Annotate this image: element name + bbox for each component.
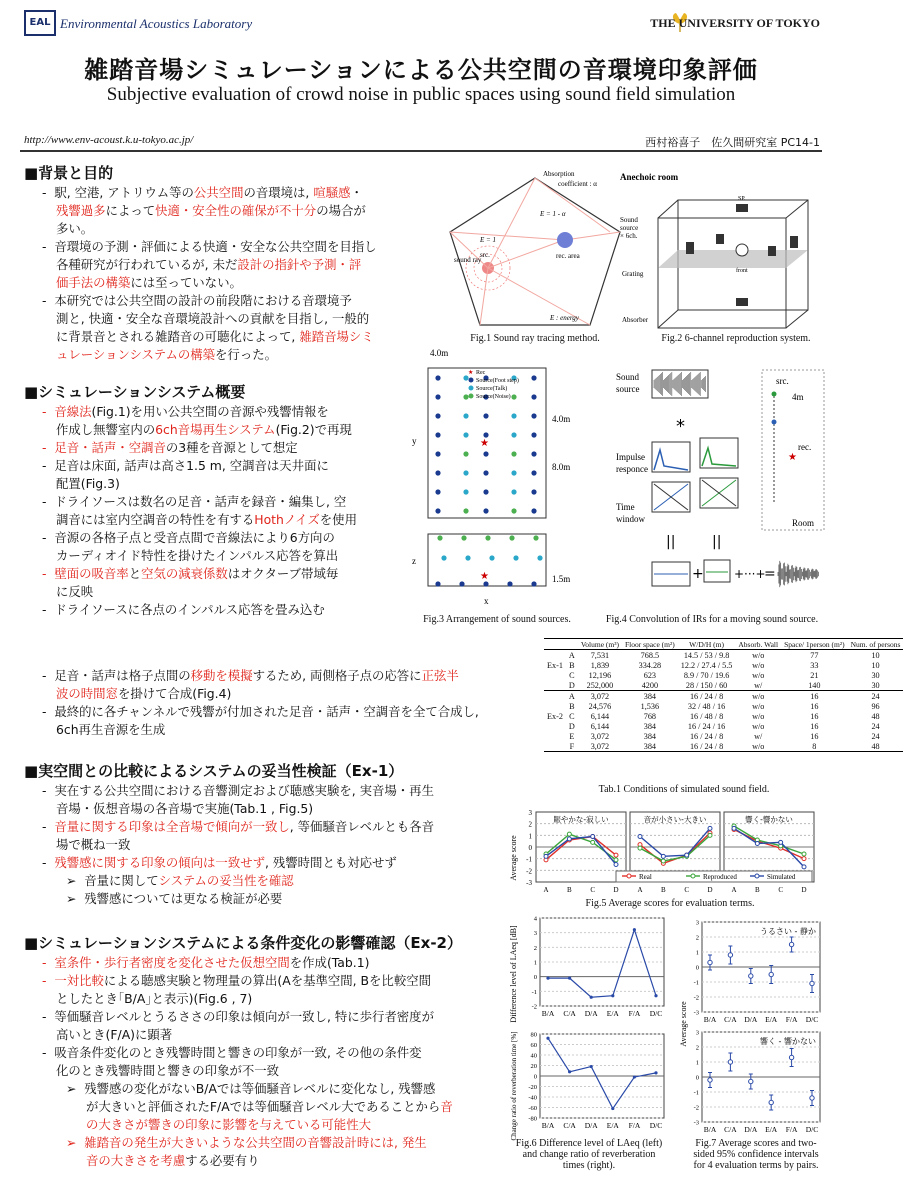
fig2-sp-label: SP.: [738, 196, 746, 202]
fig3-source-dot: [435, 375, 440, 380]
fig7-confidence-interval-charts: [676, 914, 826, 1134]
fig7-xtick: F/A: [785, 1015, 798, 1024]
fig6-data-point: [546, 1037, 549, 1040]
fig7-ytick: -1: [693, 1089, 699, 1097]
author-info: 西村裕喜子 佐久間研究室 PC14-1: [645, 136, 820, 149]
fig3-source-dot: [511, 432, 516, 437]
fig3-source-dot: [435, 413, 440, 418]
fig6-xtick: C/A: [563, 1009, 576, 1018]
fig3-legend-rec: Rec: [476, 370, 486, 376]
fig7-ytick: 1: [695, 1059, 699, 1067]
lab-url[interactable]: http://www.env-acoust.k.u-tokyo.ac.jp/: [24, 134, 194, 146]
fig3-source-dot: [483, 451, 488, 456]
fig3-rec-marker: ★: [480, 571, 489, 582]
fig6-xtick: D/C: [649, 1121, 663, 1130]
fig5-xtick: A: [637, 886, 643, 894]
fig3-source-dot: [533, 535, 538, 540]
fig6-xtick: D/A: [584, 1009, 598, 1018]
table-row: F 3,072 384 16 / 24 / 8 w/o 8 48: [544, 741, 903, 752]
fig7-caption: Fig.7 Average scores and two- sided 95% confidence intervals for 4 evaluation terms by pairs.: [693, 1138, 819, 1171]
fig3-dim-top: 4.0m: [430, 348, 449, 358]
fig3-source-dot: [483, 489, 488, 494]
fig5-xtick: A: [731, 886, 737, 894]
fig5-data-point: [544, 854, 548, 858]
fig7-ytick: 3: [695, 919, 699, 927]
fig7-xtick: B/A: [703, 1015, 717, 1024]
fig3-dim-z: 1.5m: [552, 574, 571, 584]
fig2-grating-label: Grating: [622, 270, 644, 278]
fig5-xtick: B: [566, 886, 572, 894]
fig5-data-point: [638, 846, 642, 850]
fig5-data-point: [591, 840, 595, 844]
fig6-xtick: B/A: [541, 1121, 555, 1130]
fig3-source-dot: [463, 489, 468, 494]
fig1-src-label: src.: [480, 251, 490, 259]
section-simulation-body: - 音線法(Fig.1)を用い公共空間の音源や残響情報を 作成し無響室内の6ch音場再生システム(Fig.2)で再現 - 足音・話声・空調音の3種を音源として想定 - 足音は床面, 話声は高さ1.5 m, 空調音は天井面に 配置(Fig.3) - ドライソースは数名の足音・話声を録音・編集し, 空 調音には室内空調音の特性を有するHothノイズを使用 - 音源の各格子点と受音点間で音線法により6方向の カーディオイド特性を掛けたインパルス応答を算出 - 壁面の吸音率と空気の減衰係数はオクターブ帯域毎 に反映 - ドライソースに各点のインパルス応答を畳み込む: [42, 404, 357, 617]
fig7-data-point: [728, 1060, 732, 1064]
fig7-data-point: [708, 1078, 712, 1082]
fig3-source-dot: [435, 432, 440, 437]
fig5-ylabel: Average score: [509, 835, 518, 881]
svg-text:+···+: +···+: [734, 567, 766, 581]
fig6-data-point: [633, 1075, 636, 1078]
fig3-source-dot: [465, 555, 470, 560]
fig6-xtick: E/A: [606, 1121, 619, 1130]
fig3-source-dot: [511, 413, 516, 418]
fig3-source-dot: [531, 470, 536, 475]
fig6-data-point: [546, 977, 549, 980]
fig5-xtick: B: [660, 886, 666, 894]
fig5-data-point: [755, 842, 759, 846]
fig6-ytick: 20: [530, 1063, 537, 1070]
fig6-xtick: B/A: [541, 1009, 555, 1018]
fig5-xtick: D: [707, 886, 713, 894]
fig7-data-point: [810, 981, 814, 985]
fig3-source-dot: [531, 581, 536, 586]
fig3-source-dot: [507, 581, 512, 586]
fig3-source-dot: [437, 535, 442, 540]
fig6-ylabel-top: Difference level of LAeq [dB]: [509, 925, 518, 1023]
fig2-reproduction-system-diagram: [618, 170, 824, 330]
fig3-caption: Fig.3 Arrangement of sound sources.: [423, 614, 571, 625]
lab-name: Environmental Acoustics Laboratory: [60, 16, 253, 31]
section-background-body: - 駅, 空港, アトリウム等の公共空間の音環境は, 喧騒感・ 残響過多によって快適・安全性の確保が不十分の場合が 多い。 - 音環境の予測・評価による快適・安全な公共空間を目指し 各種研究が行われているが, 未だ設計の指針や予測・評 価手法の構築には至っていない。 - 本研究では公共空間の設計の前段階における音環境予 測と, 快適・安全な音環境設計への貢献を目指し, 一般的 に背景音とされる雑踏音の可聴化によって, 雑踏音場シミ ュレーションシステムの構築を行った。: [42, 185, 377, 362]
fig6-data-point: [590, 996, 593, 999]
table-row: C 12,196 623 8.9 / 70 / 19.6 w/o 21 30: [569, 670, 880, 680]
fig5-data-point: [591, 835, 595, 839]
university-name: THE UNIVERSITY OF TOKYO: [650, 16, 820, 30]
fig6-series-line: [548, 930, 656, 997]
fig3-source-dot: [435, 489, 440, 494]
fig5-data-point: [779, 840, 783, 844]
fig7-xtick: C/A: [724, 1015, 737, 1024]
fig6-ytick: 2: [533, 944, 537, 952]
section-condition-heading: ■シミュレーションシステムによる条件変化の影響確認（Ex-2）: [24, 934, 462, 952]
fig3-y-axis: y: [412, 436, 417, 446]
fig6-data-point: [654, 994, 657, 997]
fig1-absorption-label: Absorption: [543, 170, 575, 178]
fig7-xtick: D/C: [805, 1015, 819, 1024]
fig7-ytick: 3: [695, 1029, 699, 1037]
fig7-xtick: F/A: [785, 1125, 798, 1134]
fig3-source-dot: [483, 508, 488, 513]
svg-text:||: ||: [712, 534, 722, 550]
fig3-source-dot: [463, 394, 468, 399]
fig3-source-dot: [511, 394, 516, 399]
table1-caption: Tab.1 Conditions of simulated sound field.: [598, 784, 770, 795]
fig4-src-label: src.: [776, 376, 789, 386]
fig2-title: Anechoic room: [620, 172, 679, 182]
fig5-data-point: [614, 863, 618, 867]
fig1-energy-legend: E : energy: [550, 314, 579, 322]
fig3-source-dot: [435, 451, 440, 456]
fig6-ytick: 0: [533, 974, 537, 982]
fig6-ytick: 60: [530, 1042, 537, 1049]
fig5-ytick: -2: [526, 867, 532, 876]
fig4-time-label: Time: [616, 502, 635, 512]
fig7-panel-title: 響く - 響かない: [760, 1037, 816, 1046]
fig6-data-point: [590, 1065, 593, 1068]
fig5-panel-title: 音が小さい-大きい: [643, 815, 707, 824]
fig5-panel-title: 賑やかな-寂しい: [553, 815, 609, 824]
fig7-xtick: E/A: [765, 1015, 778, 1024]
fig6-ylabel-bottom: Change ratio of reverberation time [%]: [510, 1031, 518, 1141]
fig5-data-point: [802, 852, 806, 856]
fig6-series-line: [548, 1038, 656, 1108]
fig4-convolution-diagram: [612, 362, 828, 612]
table-row: A 3,072 384 16 / 24 / 8 w/o 16 24: [544, 691, 903, 702]
fig7-ylabel: Average score: [679, 1001, 688, 1047]
fig3-rec-marker: ★: [480, 438, 489, 449]
fig3-dim-r2: 8.0m: [552, 462, 571, 472]
fig5-panel-title: 響く-響かない: [745, 815, 793, 824]
svg-text:=: =: [764, 566, 776, 582]
fig3-source-dot: [489, 555, 494, 560]
fig3-source-dot: [483, 432, 488, 437]
fig2-sound-label: Sound: [620, 216, 638, 224]
fig3-source-dot: [531, 432, 536, 437]
svg-text:*: *: [676, 416, 685, 437]
fig3-dim-r1: 4.0m: [552, 414, 571, 424]
fig5-legend-marker: [691, 874, 695, 878]
fig4-distance-label: 4m: [792, 392, 804, 402]
fig7-xtick: D/A: [744, 1125, 758, 1134]
fig5-xtick: D: [613, 886, 619, 894]
fig5-xtick: B: [754, 886, 760, 894]
fig5-data-point: [685, 853, 689, 857]
fig3-legend-talk: Source(Talk): [476, 386, 508, 392]
section-simulation-heading: ■シミュレーションシステム概要: [24, 383, 246, 401]
fig5-data-point: [567, 832, 571, 836]
fig3-x-axis: x: [484, 596, 489, 606]
fig5-legend-marker: [755, 874, 759, 878]
fig7-ytick: 1: [695, 949, 699, 957]
fig7-ytick: -3: [693, 1009, 699, 1017]
table-row: D 6,144 384 16 / 24 / 16 w/o 16 24: [568, 721, 880, 731]
fig4-window-label: window: [616, 514, 645, 524]
fig7-panel-title: うるさい - 静か: [760, 927, 816, 936]
fig7-ytick: -3: [693, 1119, 699, 1127]
header-rule: [20, 150, 822, 152]
fig5-average-scores-chart: [506, 808, 826, 898]
title-english: Subjective evaluation of crowd noise in public spaces using sound field simulation: [106, 84, 736, 105]
fig3-z-axis: z: [412, 556, 416, 566]
fig6-xtick: C/A: [563, 1121, 576, 1130]
fig6-xtick: F/A: [628, 1121, 641, 1130]
fig3-source-dot: [531, 375, 536, 380]
fig3-source-dot: [511, 451, 516, 456]
fig5-data-point: [638, 835, 642, 839]
fig6-difference-level-charts: [504, 914, 674, 1141]
fig7-data-point: [749, 1079, 753, 1083]
fig5-data-point: [661, 854, 665, 858]
fig6-ytick: -80: [528, 1115, 537, 1123]
fig7-data-point: [789, 1055, 793, 1059]
fig6-ytick: -40: [528, 1094, 537, 1102]
fig5-ytick: 0: [528, 844, 532, 852]
fig3-source-dot: [531, 508, 536, 513]
fig5-data-point: [614, 858, 618, 862]
fig6-ytick: -2: [531, 1003, 537, 1011]
fig5-series-line: [734, 826, 804, 854]
fig3-source-dot: [463, 375, 468, 380]
fig3-source-dot: [463, 451, 468, 456]
fig6-data-point: [633, 928, 636, 931]
table-header-row: Volume (m³) Floor space (m²) W/D/H (m) Absorb. Wall Space/ 1person (m²) Num. of persons: [544, 639, 903, 650]
fig1-ray-tracing-diagram: [440, 160, 630, 340]
fig3-source-dot: [461, 535, 466, 540]
fig5-ytick: 3: [528, 809, 532, 817]
fig6-data-point: [654, 1071, 657, 1074]
fig3-source-dot: [511, 508, 516, 513]
fig5-xtick: D: [801, 886, 807, 894]
fig3-source-dot: [531, 451, 536, 456]
fig3-source-arrangement: [404, 344, 590, 612]
fig3-source-dot: [513, 555, 518, 560]
fig3-source-dot: [531, 413, 536, 418]
fig5-legend-label: Real: [639, 873, 652, 881]
fig5-ytick: -1: [526, 855, 532, 864]
fig6-ytick: 80: [530, 1031, 537, 1039]
fig6-data-point: [568, 977, 571, 980]
fig3-source-dot: [463, 413, 468, 418]
section-simulation-body-continued: - 足音・話声は格子点間の移動を模擬するため, 両側格子点の応答に正弦半 波の時間窓を掛けて合成(Fig.4) - 最終的に各チャンネルで残響が付加された足音・話声・空調音を全て合成し, 6ch再生音源を生成: [42, 668, 479, 737]
fig5-ytick: 2: [528, 820, 532, 829]
fig1-energy-reflect: E = 1 - α: [540, 210, 566, 218]
fig6-ytick: -60: [528, 1105, 537, 1112]
fig5-data-point: [708, 826, 712, 830]
fig5-data-point: [661, 859, 665, 863]
fig5-ytick: -3: [526, 879, 532, 887]
fig5-legend-label: Simulated: [767, 873, 796, 881]
svg-text:+: +: [692, 566, 704, 582]
fig3-source-dot: [435, 470, 440, 475]
fig6-ytick: 4: [533, 915, 537, 923]
fig1-caption: Fig.1 Sound ray tracing method.: [470, 333, 600, 344]
fig1-energy-init: E = 1: [480, 236, 496, 244]
fig3-source-dot: [483, 413, 488, 418]
fig4-sound-label: Sound: [616, 372, 640, 382]
fig7-ytick: -1: [693, 979, 699, 987]
fig4-impulse-label: Impulse: [616, 452, 645, 462]
fig5-data-point: [614, 853, 618, 857]
fig3-source-dot: [509, 535, 514, 540]
fig1-sound-ray-label: sound ray: [454, 256, 482, 264]
fig7-data-point: [789, 942, 793, 946]
fig5-series-line: [640, 835, 710, 861]
fig5-caption: Fig.5 Average scores for evaluation terms.: [585, 898, 755, 909]
fig7-ytick: 0: [695, 964, 699, 972]
fig3-source-dot: [485, 535, 490, 540]
svg-text:★: ★: [788, 452, 797, 463]
table-row: D 252,000 4200 28 / 150 / 60 w/ 140 30: [568, 680, 880, 690]
fig6-data-point: [568, 1070, 571, 1073]
fig6-xtick: D/A: [584, 1121, 598, 1130]
fig5-data-point: [802, 865, 806, 869]
table-row: B 24,576 1,536 32 / 48 / 16 w/o 16 96: [569, 701, 880, 711]
fig5-ytick: 1: [528, 832, 532, 841]
fig5-data-point: [567, 837, 571, 841]
fig7-ytick: 2: [695, 1044, 699, 1052]
fig7-xtick: D/A: [744, 1015, 758, 1024]
fig3-source-dot: [483, 581, 488, 586]
fig7-xtick: C/A: [724, 1125, 737, 1134]
fig6-ytick: 0: [533, 1073, 537, 1081]
fig4-rec-label: rec.: [798, 442, 812, 452]
fig5-legend-marker: [627, 874, 631, 878]
fig4-responce-label: responce: [616, 464, 648, 474]
fig5-series-line: [734, 830, 804, 859]
fig6-ytick: 3: [533, 930, 537, 938]
fig3-source-dot: [463, 432, 468, 437]
fig7-data-point: [708, 960, 712, 964]
fig3-source-dot: [463, 508, 468, 513]
svg-text:||: ||: [666, 534, 676, 550]
fig7-xtick: B/A: [703, 1125, 717, 1134]
section-background-heading: ■背景と目的: [24, 164, 114, 182]
fig3-source-dot: [531, 394, 536, 399]
table-row: E 3,072 384 16 / 24 / 8 w/ 16 24: [569, 731, 880, 741]
fig1-coefficient-label: coefficient : α: [558, 180, 597, 188]
fig6-ytick: 40: [530, 1052, 537, 1060]
fig6-xtick: F/A: [628, 1009, 641, 1018]
fig3-source-dot: [511, 470, 516, 475]
fig5-xtick: A: [543, 886, 549, 894]
fig7-data-point: [769, 972, 773, 976]
fig7-ytick: -2: [693, 994, 699, 1002]
section-condition-body: - 室条件・歩行者密度を変化させた仮想空間を作成(Tab.1) - 一対比較による聴感実験と物理量の算出(Aを基準空間, Bを比較空間 としたとき｢B/A｣と表示)(Fig.6 , 7) - 等価騒音レベルとうるささの印象は傾向が一致し, 特に歩行者密度が 高いとき(F/A)に顕著 - 吸音条件変化のとき残響時間と響きの印象が一致, その他の条件変 化のとき残響時間と響きの印象が不一致 ➢ 残響感の変化がないB/Aでは等価騒音レベルに変化なし, 残響感 が大きいと評価されたF/Aでは等価騒音レベル大であることから音 の大きさが響きの印象に影響を与えている可能性大 ➢ 雑踏音の発生が大きいような公共空間の音響設計時には, 発生 音の大きさを考慮する必要有り: [42, 955, 453, 1168]
fig5-data-point: [708, 833, 712, 837]
fig7-data-point: [769, 1100, 773, 1104]
fig7-data-point: [749, 974, 753, 978]
fig5-xtick: C: [684, 886, 690, 894]
fig5-xtick: C: [778, 886, 784, 894]
fig7-data-point: [728, 953, 732, 957]
svg-text:★: ★: [468, 370, 474, 376]
fig6-ytick: -1: [531, 988, 537, 996]
fig6-ytick: -20: [528, 1084, 537, 1091]
section-validation-heading: ■実空間との比較によるシステムの妥当性検証（Ex-1）: [24, 762, 404, 780]
fig7-xtick: E/A: [765, 1125, 778, 1134]
fig2-6ch-label: × 6ch.: [620, 232, 638, 240]
fig3-source-dot: [441, 555, 446, 560]
fig3-source-dot: [463, 470, 468, 475]
fig4-source-label: source: [616, 384, 640, 394]
fig3-source-dot: [483, 470, 488, 475]
fig3-source-dot: [531, 489, 536, 494]
lab-logo: EAL: [24, 10, 56, 36]
fig6-data-point: [611, 1107, 614, 1110]
fig3-source-dot: [435, 394, 440, 399]
fig3-source-dot: [435, 581, 440, 586]
fig5-data-point: [802, 857, 806, 861]
fig2-front-label: front: [736, 268, 748, 274]
fig3-source-dot: [435, 508, 440, 513]
fig3-legend-foot: Source(Foot step): [476, 378, 519, 384]
table-row: A 7,531 768.5 14.5 / 53 / 9.8 w/o 77 10: [568, 650, 880, 660]
fig7-ytick: -2: [693, 1104, 699, 1112]
fig6-xtick: D/C: [649, 1009, 663, 1018]
fig5-xtick: C: [590, 886, 596, 894]
fig3-source-dot: [511, 489, 516, 494]
fig4-caption: Fig.4 Convolution of IRs for a moving sound source.: [605, 614, 819, 625]
fig6-ytick: 1: [533, 959, 537, 967]
fig6-xtick: E/A: [606, 1009, 619, 1018]
fig3-legend-noise: Source(Noise): [476, 394, 511, 400]
fig5-data-point: [732, 826, 736, 830]
fig7-data-point: [810, 1096, 814, 1100]
fig4-room-label: Room: [792, 518, 815, 528]
fig6-caption: Fig.6 Difference level of LAeq (left) and change ratio of reverberation times (right).: [515, 1138, 663, 1171]
fig3-source-dot: [537, 555, 542, 560]
fig2-caption: Fig.2 6-channel reproduction system.: [661, 333, 811, 344]
title-japanese: 雑踏音場シミュレーションによる公共空間の音環境印象評価: [84, 56, 758, 84]
fig3-source-dot: [459, 581, 464, 586]
fig2-absorber-label: Absorber: [622, 316, 649, 324]
table1-conditions: [544, 638, 903, 752]
fig6-data-point: [611, 994, 614, 997]
fig5-legend-label: Reproduced: [703, 873, 737, 881]
fig1-rec-area-label: rec. area: [556, 252, 580, 260]
fig2-source-label: source: [620, 224, 639, 232]
section-validation-body: - 実在する公共空間における音響測定および聴感実験を, 実音場・再生 音場・仮想音場の各音場で実施(Tab.1 , Fig.5) - 音量に関する印象は全音場で傾向が一致し, 等価騒音レベルとも各音 場で概ね一致 - 残響感に関する印象の傾向は一致せず, 残響時間とも対応せず ➢ 音量に関してシステムの妥当性を確認 ➢ 残響感については更なる検証が必要: [42, 783, 434, 906]
fig7-ytick: 0: [695, 1074, 699, 1082]
table-row: Ex-2 C 6,144 768 16 / 48 / 8 w/o 16 48: [547, 711, 880, 721]
table-row: Ex-1 B 1,839 334.28 12.2 / 27.4 / 5.5 w/o 33 10: [547, 660, 880, 670]
fig7-ytick: 2: [695, 934, 699, 942]
fig7-xtick: D/C: [805, 1125, 819, 1134]
